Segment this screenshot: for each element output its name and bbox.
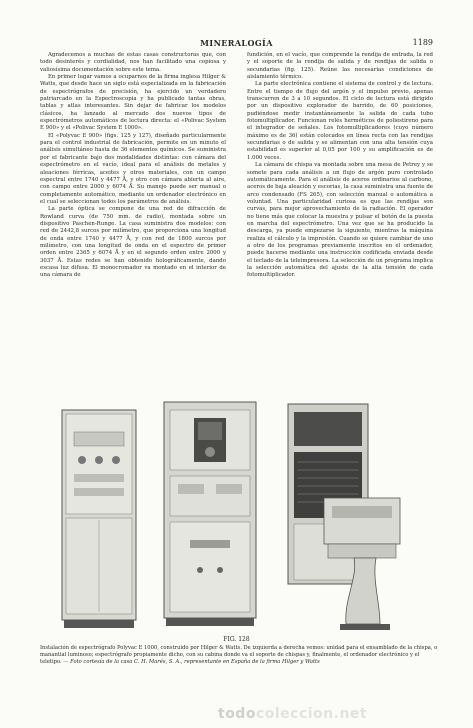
- computer-and-teletype-photo: [284, 402, 414, 634]
- paragraph: La parte electrónica contiene el sistema de control y de lectura. Entre el tiempo de flujo del argón y el impulso previo, apenas transcurren de 3 a 10 segundos. El ciclo de lectura está dirigido por un dispositivo explorador de barrido, de 60 posiciones, pudiéndose medir instantáneamente la salida de cada tubo fotomultiplicador. Funcionan relés herméticos de poliestireno para el integrador de señales. Los fotomultiplicadores (cuyo número máximo es de 36) están colocados en línea recta con las rendijas secundarias o de salida y se alimentan con una alta tensión cuya estabilidad es superior al 0,05 por 100 y su amplificación es de 1.000 veces.: [247, 81, 433, 161]
- watermark-logo: [218, 706, 367, 722]
- figure-label: FIG. 128: [223, 636, 250, 643]
- photo-credit: — Foto cortesía de la casa C. H. Marés, S. A., representante en España de la firma Hilger y Watts: [63, 659, 320, 665]
- caption-text: Instalación de espectrógrafo Polyvac E 1000, construido por Hilger & Watts. De izquierda a derecha vemos: unidad para el ensamblado de la chispa, o manantial luminoso; espectrógrafo propiamente dicho, con su cabina donde va el soporte de chispas y, finalmente, el ordenador electrónico y el teletipo.: [40, 645, 438, 665]
- watermark-prefix: todo: [218, 706, 256, 722]
- paragraph: La cámara de chispa va montada sobre una mesa de Petrey y se somete para cada análisis a un flujo de argón puro controlado automáticamente. Para el análisis de aceros ordinarios al carbono, aceros de baja aleación y escorias, la casa suministra una fuente de arco condensado (FS 265), con selección manual o automática a voluntad. Una particularidad curiosa es que las rendijas son curvas, para mejor aprovechamiento de la radiación. El operador no tiene más que colocar la muestra y pulsar el botón de la puesta en marcha del espectrómetro. Una vez que se ha producido la descarga, ya puede empezarse la siguiente, mientras la máquina realiza el cálculo y la impresión. Cuando se quiere cambiar de uno a otro de los programas previamente inscritos en el ordenador, puede hacerse mediante una instrucción codificada enviada desde el teclado de la teleimpresora. La selección de un programa implica la selección automática del ajuste de la alta tensión de cada fotomultiplicador.: [247, 162, 434, 279]
- spark-source-cabinet-photo: [60, 408, 138, 630]
- figure-photographs: [40, 398, 440, 638]
- paragraph: Agradecemos a muchas de estas casas constructoras que, con todo desinterés y cordialidad, nos han facilitado una copiosa y valiosísima documentación sobre este tema.: [40, 52, 226, 73]
- page-number: 1189: [412, 38, 433, 47]
- spectrograph-cabinet-photo: [160, 400, 260, 630]
- figure-caption: [40, 645, 440, 666]
- paragraph: El «Polyvac E 900» (figs. 125 y 127), diseñado particularmente para el control industrial de fabricación, permite en un minuto el análisis simultáneo hasta de 36 elementos químicos. Se suministra por el fabricante bajo dos modalidades distintas: con cámara del espectrómetro en el vacío, ideal para el análisis de metales y aleaciones férricas, aceites y otros materiales, con un campo espectral entre 1740 y 4477 Å, y otro con cámara abierta al aire, con campo entre 2000 y 6074 Å. Su manejo puede ser manual o completamente automático, mediante un ordenador electrónico en el cual se seleccionan todos los parámetros de análisis.: [40, 132, 226, 205]
- watermark-suffix: coleccion.net: [255, 706, 368, 722]
- paragraph: La parte óptica se compone de una red de difracción de Rowland curva (de 750 mm. de radio), montada sobre un dispositivo Paschen-Runge. La casa suministra dos modelos: con red de 2442,8 surcos por milímetro, que proporciona una longitud de onda entre 1740 y 4477 Å, y con red de 1800 surcos por milímetro, con una longitud de onda en el espectro de primer orden entre 2365 y 6074 Å y en el segundo orden entre 2000 y 3037 Å. Estas redes se han obtenido holográficamente, dando escasa luz difusa. El monocromador va montado en el interior de una cámara de: [40, 206, 226, 279]
- paragraph: fundición, en el vacío, que comprende la rendija de entrada, la red y el soporte de la rendija de salida y de rendijas de salida o secundarias (fig. 125). Reúne las necesarias condiciones de aislamiento térmico.: [247, 52, 433, 81]
- running-title: MINERALOGÍA: [200, 38, 273, 48]
- paragraph: En primer lugar vamos a ocuparnos de la firma inglesa Hilger & Watts, que desde hace un siglo está especializada en la fabricación de espectrógrafos de precisión, ha ejercido un verdadero patriarcado en la Espectroscopia y ha publicado tantas obras, tablas y atlas interesantes. Sin dejar de fabricar los modelos clásicos, ha lanzado al mercado dos nuevos tipos de espectrómetros automáticos de lectura directa: el «Polivac System E 900» y el «Polivac System E 1000».: [40, 74, 226, 132]
- right-column: [247, 52, 433, 280]
- left-column: [40, 52, 226, 280]
